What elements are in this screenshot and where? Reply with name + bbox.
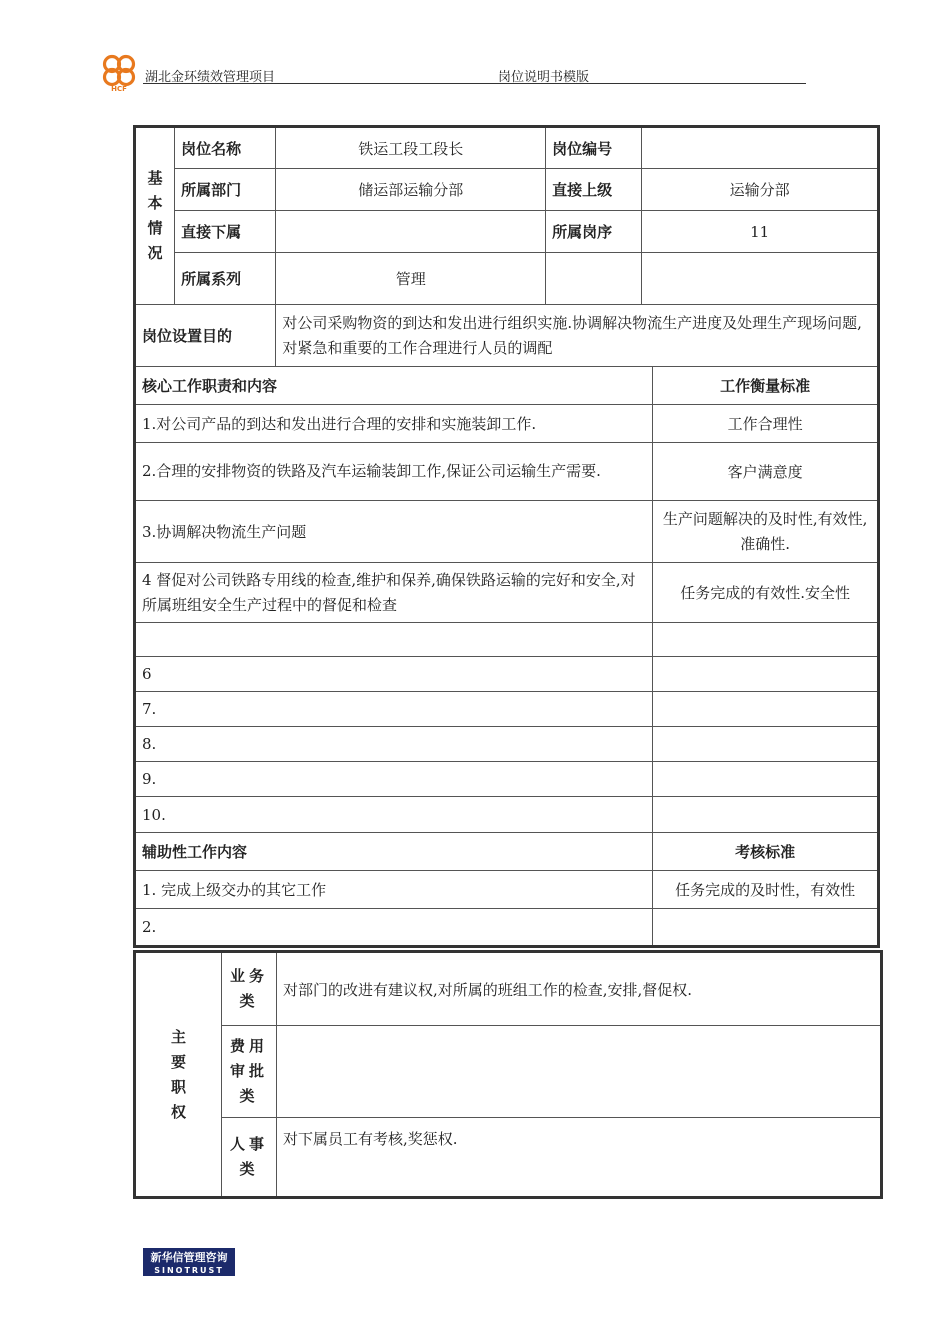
core-std-7 <box>653 692 879 727</box>
superior-value: 运输分部 <box>642 169 879 211</box>
core-std-1: 工作合理性 <box>653 405 879 443</box>
core-standard-header: 工作衡量标准 <box>653 367 879 405</box>
core-duty-5 <box>135 623 653 657</box>
table-row <box>135 405 879 443</box>
core-duty-8: 8. <box>135 727 653 762</box>
basic-info-label: 基本情况 <box>135 127 175 305</box>
sequence-value: 11 <box>642 211 879 253</box>
series-empty-cell <box>546 253 642 305</box>
core-duty-10: 10. <box>135 797 653 833</box>
company-name: 湖北金环绩效管理项目 <box>145 70 276 85</box>
core-std-6 <box>653 657 879 692</box>
authority-text-business: 对部门的改进有建议权,对所属的班组工作的检查,安排,督促权. <box>277 952 882 1026</box>
table-row <box>135 443 879 501</box>
core-std-9 <box>653 762 879 797</box>
core-std-10 <box>653 797 879 833</box>
aux-duty-1: 1. 完成上级交办的其它工作 <box>135 871 653 909</box>
table-row <box>135 727 879 762</box>
table-row <box>135 909 879 947</box>
series-value: 管理 <box>276 253 546 305</box>
sinotrust-logo-cn: 新华信管理咨询 <box>150 1251 228 1264</box>
table-row <box>135 501 879 563</box>
core-duty-9: 9. <box>135 762 653 797</box>
core-std-4: 任务完成的有效性.安全性 <box>653 563 879 623</box>
subordinate-label: 直接下属 <box>175 211 276 253</box>
position-name-label: 岗位名称 <box>175 127 276 169</box>
position-code-label: 岗位编号 <box>546 127 642 169</box>
core-duty-4: 4 督促对公司铁路专用线的检查,维护和保养,确保铁路运输的完好和安全,对所属班组安全生产过程中的督促和检查 <box>135 563 653 623</box>
department-value: 储运部运输分部 <box>276 169 546 211</box>
series-label: 所属系列 <box>175 253 276 305</box>
job-description-table <box>133 125 880 948</box>
position-code-value <box>642 127 879 169</box>
header-divider <box>143 83 806 84</box>
core-std-8 <box>653 727 879 762</box>
table-row <box>135 797 879 833</box>
core-duty-1: 1.对公司产品的到达和发出进行合理的安排和实施装卸工作. <box>135 405 653 443</box>
sinotrust-logo <box>143 1248 235 1276</box>
authority-type-business: 业务类 <box>222 952 277 1026</box>
table-row <box>135 871 879 909</box>
aux-duty-2: 2. <box>135 909 653 947</box>
purpose-label: 岗位设置目的 <box>135 305 276 367</box>
core-std-2: 客户满意度 <box>653 443 879 501</box>
superior-label: 直接上级 <box>546 169 642 211</box>
table-row <box>135 657 879 692</box>
authority-table <box>133 950 883 1199</box>
core-duty-7: 7. <box>135 692 653 727</box>
authority-text-personnel: 对下属员工有考核,奖惩权. <box>277 1118 882 1198</box>
position-name-value: 铁运工段工段长 <box>276 127 546 169</box>
authority-type-expense: 费用审批类 <box>222 1026 277 1118</box>
aux-std-1: 任务完成的及时性，有效性 <box>653 871 879 909</box>
table-row <box>135 762 879 797</box>
purpose-text: 对公司采购物资的到达和发出进行组织实施.协调解决物流生产进度及处理生产现场问题,对紧急和重要的工作合理进行人员的调配 <box>276 305 879 367</box>
series-empty-cell-2 <box>642 253 879 305</box>
table-row <box>135 563 879 623</box>
hcf-logo-text: HCF <box>111 85 127 92</box>
core-duty-2: 2.合理的安排物资的铁路及汽车运输装卸工作,保证公司运输生产需要. <box>135 443 653 501</box>
authority-text-expense <box>277 1026 882 1118</box>
table-row <box>135 692 879 727</box>
table-row <box>135 623 879 657</box>
authority-type-personnel: 人事类 <box>222 1118 277 1198</box>
core-std-5 <box>653 623 879 657</box>
core-duty-6: 6 <box>135 657 653 692</box>
department-label: 所属部门 <box>175 169 276 211</box>
core-duty-3: 3.协调解决物流生产问题 <box>135 501 653 563</box>
aux-duties-header: 辅助性工作内容 <box>135 833 653 871</box>
core-duties-header: 核心工作职责和内容 <box>135 367 653 405</box>
aux-standard-header: 考核标准 <box>653 833 879 871</box>
aux-std-2 <box>653 909 879 947</box>
authority-label: 主要职权 <box>135 952 222 1198</box>
document-title: 岗位说明书模版 <box>498 70 590 85</box>
sinotrust-logo-en: SINOTRUST <box>154 1266 224 1275</box>
sequence-label: 所属岗序 <box>546 211 642 253</box>
hcf-logo <box>100 52 138 92</box>
subordinate-value <box>276 211 546 253</box>
core-std-3: 生产问题解决的及时性,有效性,准确性. <box>653 501 879 563</box>
